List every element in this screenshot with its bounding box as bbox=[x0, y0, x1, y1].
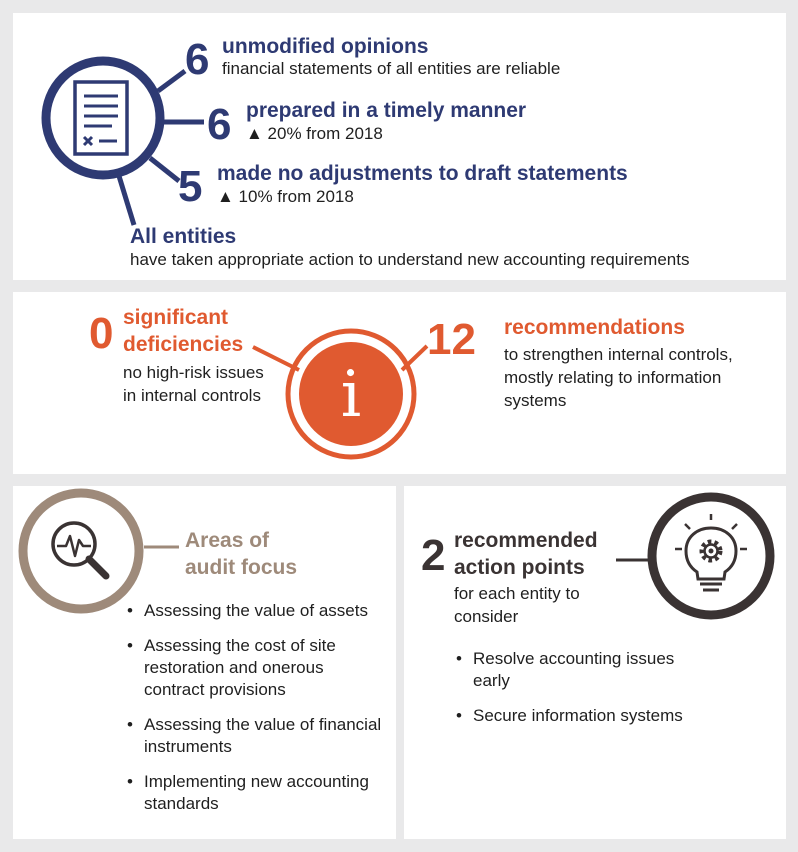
list-item: • Assessing the value of financial instruments bbox=[127, 714, 387, 758]
action-points-detail-line1: for each entity to bbox=[454, 584, 580, 603]
no-adjustments-detail: ▲ 10% from 2018 bbox=[217, 187, 354, 206]
action-points-list bbox=[456, 648, 696, 740]
info-letter: i bbox=[340, 358, 362, 432]
list-item: • Assessing the value of assets bbox=[127, 600, 387, 622]
recommendations-detail-line1: to strengthen internal controls, bbox=[504, 345, 733, 364]
all-entities-title: All entities bbox=[130, 225, 237, 248]
all-entities-detail: have taken appropriate action to understand new accounting requirements bbox=[130, 250, 690, 269]
unmodified-opinions-title: unmodified opinions bbox=[222, 35, 429, 58]
deficiencies-count: 0 bbox=[89, 309, 114, 358]
recommendations-count: 12 bbox=[427, 315, 476, 364]
deficiencies-detail-line2: in internal controls bbox=[123, 386, 261, 405]
recommendations-title: recommendations bbox=[504, 316, 685, 339]
timely-title: prepared in a timely manner bbox=[246, 99, 527, 122]
list-item: • Assessing the cost of site restoration and onerous contract provisions bbox=[127, 635, 387, 701]
audit-focus-title-line2: audit focus bbox=[185, 556, 298, 579]
no-adjustments-count: 5 bbox=[178, 162, 203, 211]
recommendations-detail-line2: mostly relating to information bbox=[504, 368, 722, 387]
timely-count: 6 bbox=[207, 100, 232, 149]
list-item: • Secure information systems bbox=[456, 705, 696, 727]
audit-focus-title-line1: Areas of bbox=[185, 529, 270, 552]
list-item: • Implementing new accounting standards bbox=[127, 771, 387, 815]
action-points-title-line2: action points bbox=[454, 556, 585, 579]
audit-focus-panel bbox=[13, 486, 396, 839]
financial-statements-panel bbox=[13, 13, 786, 280]
deficiencies-title-line2: deficiencies bbox=[123, 333, 244, 356]
audit-focus-list bbox=[127, 600, 387, 828]
deficiencies-title-line1: significant bbox=[123, 306, 229, 329]
unmodified-opinions-detail: financial statements of all entities are reliable bbox=[222, 59, 561, 78]
action-points-panel bbox=[404, 486, 786, 839]
unmodified-opinions-count: 6 bbox=[185, 35, 210, 84]
action-points-title-line1: recommended bbox=[454, 529, 598, 552]
action-points-count: 2 bbox=[421, 531, 446, 580]
internal-controls-panel bbox=[13, 292, 786, 474]
recommendations-detail-line3: systems bbox=[504, 391, 567, 410]
timely-detail: ▲ 20% from 2018 bbox=[246, 124, 383, 143]
deficiencies-detail-line1: no high-risk issues bbox=[123, 363, 264, 382]
action-points-detail-line2: consider bbox=[454, 607, 519, 626]
list-item: • Resolve accounting issues early bbox=[456, 648, 696, 692]
no-adjustments-title: made no adjustments to draft statements bbox=[217, 162, 628, 185]
